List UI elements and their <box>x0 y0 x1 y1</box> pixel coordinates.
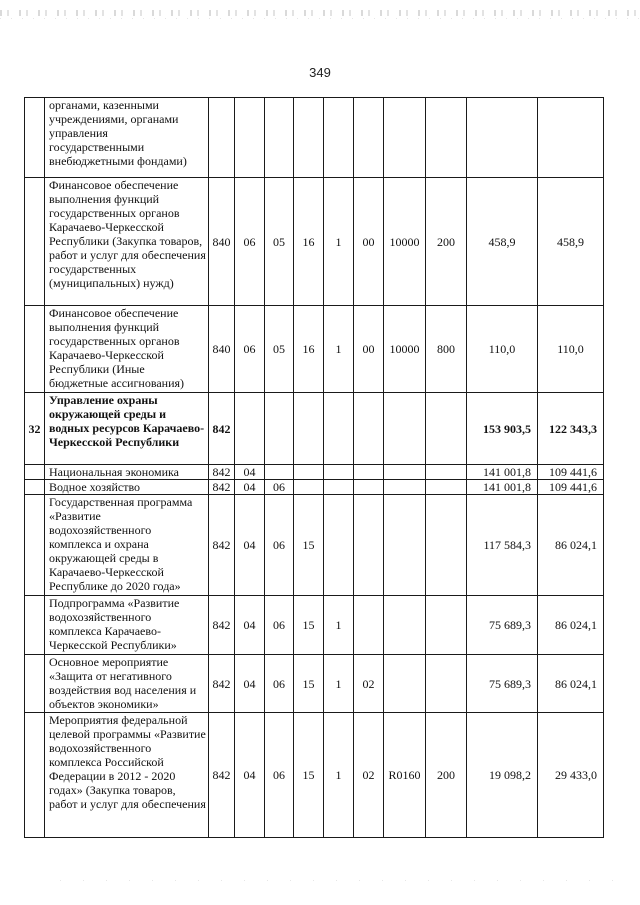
amount-year-1: 141 001,8 <box>467 480 538 495</box>
amount-year-2: 110,0 <box>538 306 604 393</box>
code-grbs: 842 <box>209 480 235 495</box>
code-program: 15 <box>294 596 324 655</box>
row-number <box>25 465 45 480</box>
amount-year-1: 458,9 <box>467 178 538 306</box>
amount-year-2: 122 343,3 <box>538 393 604 465</box>
code-measure <box>354 98 384 178</box>
code-grbs: 842 <box>209 495 235 596</box>
code-direction <box>384 465 426 480</box>
amount-year-1 <box>467 98 538 178</box>
table-row <box>25 98 604 178</box>
code-measure: 00 <box>354 178 384 306</box>
row-number <box>25 178 45 306</box>
row-name: Национальная экономика <box>45 465 209 480</box>
code-grbs: 840 <box>209 178 235 306</box>
code-direction <box>384 655 426 713</box>
code-direction <box>384 393 426 465</box>
code-expense-type <box>426 495 467 596</box>
code-section: 04 <box>235 713 265 838</box>
code-subprogram <box>324 393 354 465</box>
page-number: 349 <box>309 65 331 80</box>
code-measure <box>354 480 384 495</box>
row-number <box>25 713 45 838</box>
amount-year-1: 110,0 <box>467 306 538 393</box>
code-subprogram <box>324 480 354 495</box>
code-program <box>294 480 324 495</box>
code-subsection: 06 <box>265 713 294 838</box>
code-measure: 02 <box>354 713 384 838</box>
amount-year-2: 458,9 <box>538 178 604 306</box>
code-subsection: 06 <box>265 495 294 596</box>
row-name: Государственная программа «Развитие водохозяйственного комплекса и охрана окружающей среды в Карачаево-Черкесской Республике до 2020 года» <box>45 495 209 596</box>
code-direction: 10000 <box>384 306 426 393</box>
scan-artifact-line <box>0 18 640 19</box>
row-name: Водное хозяйство <box>45 480 209 495</box>
code-subsection: 06 <box>265 655 294 713</box>
code-expense-type <box>426 480 467 495</box>
code-expense-type: 800 <box>426 306 467 393</box>
code-subprogram: 1 <box>324 178 354 306</box>
code-grbs: 842 <box>209 713 235 838</box>
code-expense-type <box>426 596 467 655</box>
table-row <box>25 465 604 480</box>
code-program <box>294 98 324 178</box>
code-grbs: 842 <box>209 596 235 655</box>
code-subprogram: 1 <box>324 713 354 838</box>
row-number <box>25 306 45 393</box>
code-program: 15 <box>294 713 324 838</box>
row-name: органами, казенными учреждениями, органами управления государственными внебюджетными фондами) <box>45 98 209 178</box>
row-name: Финансовое обеспечение выполнения функций государственных органов Карачаево-Черкесской Республики (Иные бюджетные ассигнования) <box>45 306 209 393</box>
code-measure: 02 <box>354 655 384 713</box>
code-section: 04 <box>235 480 265 495</box>
code-subsection: 06 <box>265 596 294 655</box>
code-subsection <box>265 465 294 480</box>
row-number <box>25 495 45 596</box>
code-direction: R0160 <box>384 713 426 838</box>
code-measure: 00 <box>354 306 384 393</box>
scan-artifact-bottom <box>60 880 620 881</box>
row-name: Мероприятия федеральной целевой программы «Развитие водохозяйственного комплекса Российской Федерации в 2012 - 2020 годах» (Закупка товаров, работ и услуг для обеспечения <box>45 713 209 838</box>
code-grbs: 840 <box>209 306 235 393</box>
row-name: Управление охраны окружающей среды и водных ресурсов Карачаево-Черкесской Республики <box>45 393 209 465</box>
code-section: 04 <box>235 465 265 480</box>
code-expense-type <box>426 465 467 480</box>
scan-artifact-top <box>0 10 640 16</box>
table-row <box>25 655 604 713</box>
code-subsection: 05 <box>265 306 294 393</box>
code-program <box>294 465 324 480</box>
row-number: 32 <box>25 393 45 465</box>
code-direction <box>384 596 426 655</box>
amount-year-2: 86 024,1 <box>538 655 604 713</box>
code-direction <box>384 495 426 596</box>
budget-table <box>24 97 604 838</box>
amount-year-1: 117 584,3 <box>467 495 538 596</box>
code-section <box>235 98 265 178</box>
row-name: Основное мероприятие «Защита от негативного воздействия вод населения и объектов экономики» <box>45 655 209 713</box>
code-grbs: 842 <box>209 465 235 480</box>
table-row <box>25 495 604 596</box>
table-row <box>25 178 604 306</box>
code-section <box>235 393 265 465</box>
code-expense-type <box>426 98 467 178</box>
code-program: 15 <box>294 655 324 713</box>
code-measure <box>354 495 384 596</box>
code-grbs: 842 <box>209 393 235 465</box>
code-measure <box>354 465 384 480</box>
code-measure <box>354 596 384 655</box>
code-subprogram <box>324 465 354 480</box>
amount-year-1: 75 689,3 <box>467 596 538 655</box>
code-expense-type <box>426 393 467 465</box>
code-subprogram: 1 <box>324 306 354 393</box>
code-subprogram: 1 <box>324 655 354 713</box>
amount-year-1: 141 001,8 <box>467 465 538 480</box>
code-program: 15 <box>294 495 324 596</box>
code-expense-type <box>426 655 467 713</box>
row-name: Подпрограмма «Развитие водохозяйственного комплекса Карачаево-Черкесской Республики» <box>45 596 209 655</box>
amount-year-1: 75 689,3 <box>467 655 538 713</box>
code-subprogram <box>324 495 354 596</box>
table-row <box>25 480 604 495</box>
code-section: 06 <box>235 306 265 393</box>
code-program <box>294 393 324 465</box>
amount-year-2: 86 024,1 <box>538 596 604 655</box>
code-direction <box>384 98 426 178</box>
code-subprogram <box>324 98 354 178</box>
code-direction <box>384 480 426 495</box>
amount-year-2: 86 024,1 <box>538 495 604 596</box>
code-section: 04 <box>235 495 265 596</box>
row-number <box>25 98 45 178</box>
row-number <box>25 480 45 495</box>
code-grbs: 842 <box>209 655 235 713</box>
row-number <box>25 655 45 713</box>
amount-year-2: 109 441,6 <box>538 465 604 480</box>
code-subprogram: 1 <box>324 596 354 655</box>
amount-year-2: 29 433,0 <box>538 713 604 838</box>
code-subsection <box>265 98 294 178</box>
code-grbs <box>209 98 235 178</box>
code-program: 16 <box>294 306 324 393</box>
amount-year-1: 19 098,2 <box>467 713 538 838</box>
amount-year-2: 109 441,6 <box>538 480 604 495</box>
row-number <box>25 596 45 655</box>
code-subsection <box>265 393 294 465</box>
table-row <box>25 596 604 655</box>
code-expense-type: 200 <box>426 713 467 838</box>
code-expense-type: 200 <box>426 178 467 306</box>
code-section: 04 <box>235 596 265 655</box>
code-program: 16 <box>294 178 324 306</box>
code-measure <box>354 393 384 465</box>
table-row <box>25 713 604 838</box>
amount-year-2 <box>538 98 604 178</box>
amount-year-1: 153 903,5 <box>467 393 538 465</box>
row-name: Финансовое обеспечение выполнения функций государственных органов Карачаево-Черкесской Республики (Закупка товаров, работ и услуг для обеспечения государственных (муниципальных) нужд) <box>45 178 209 306</box>
code-direction: 10000 <box>384 178 426 306</box>
table-row-organization <box>25 393 604 465</box>
code-section: 04 <box>235 655 265 713</box>
table-row <box>25 306 604 393</box>
code-subsection: 05 <box>265 178 294 306</box>
code-subsection: 06 <box>265 480 294 495</box>
code-section: 06 <box>235 178 265 306</box>
